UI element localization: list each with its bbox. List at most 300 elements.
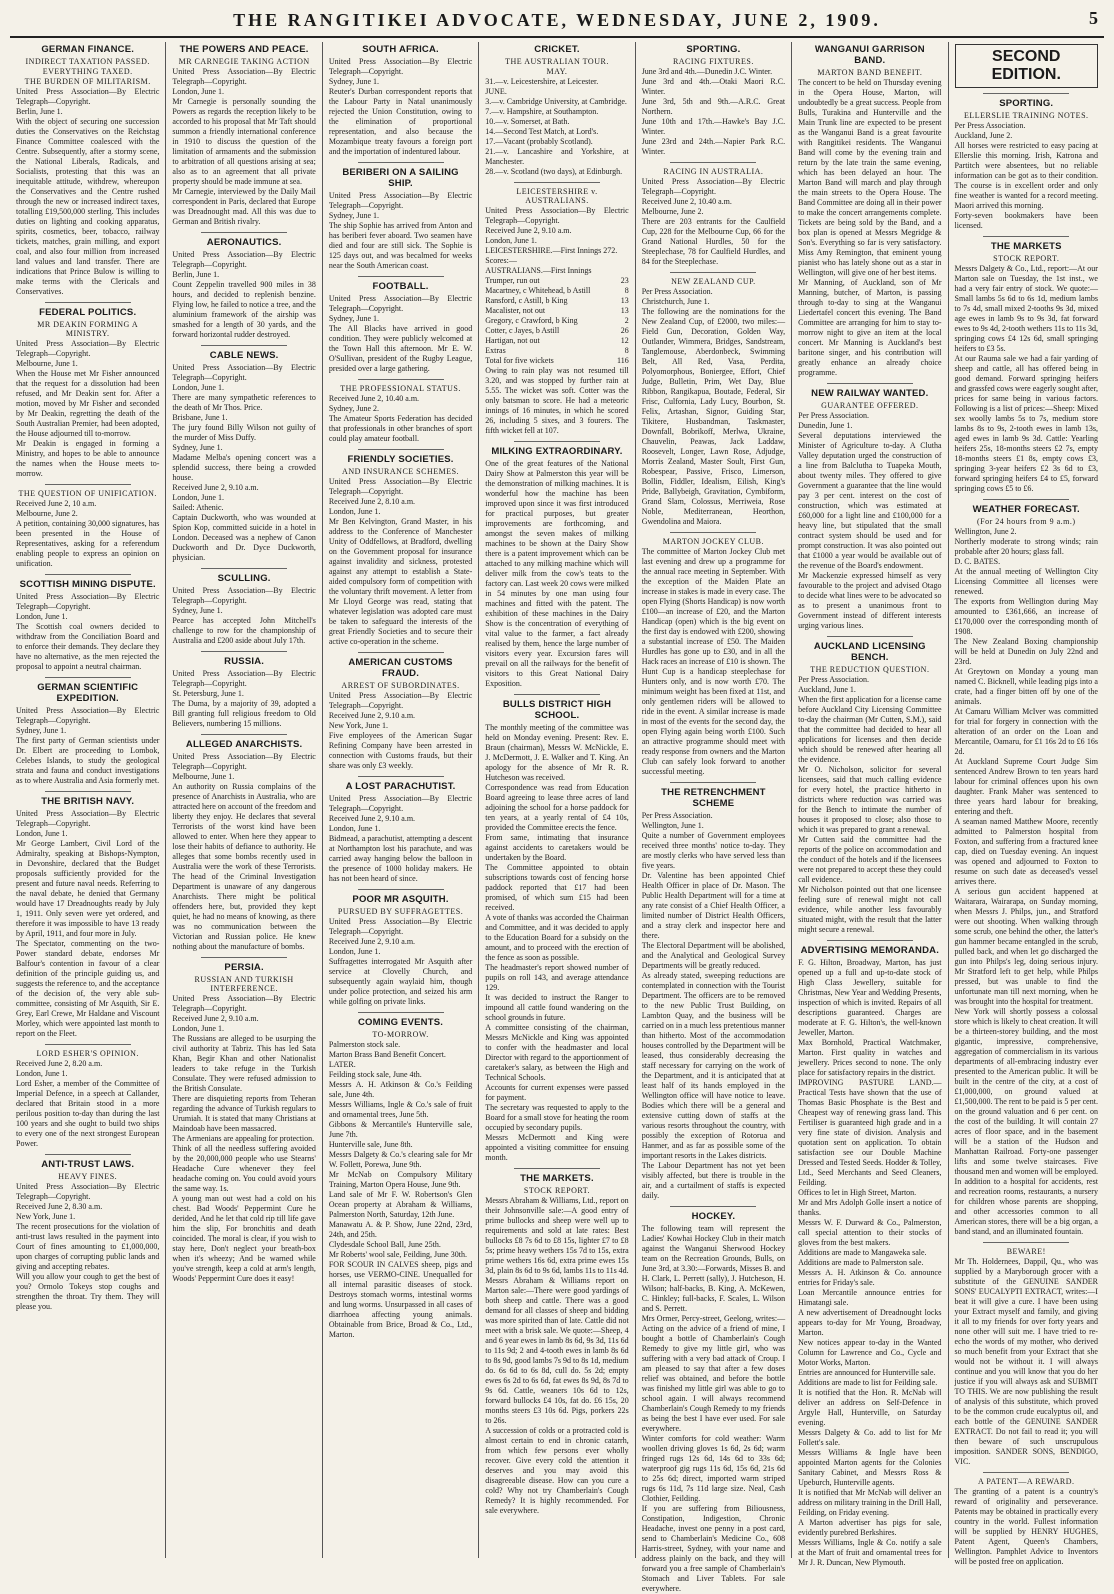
article-paragraph: United Press Association—By Electric Telegraph—Copyright. — [172, 752, 316, 771]
article-paragraph: Reuter's Durban correspondent reports that the Labour Party in Natal unanimously rejected the Union Constitution, owing to the elimination of proportional representation, and also because the Mozambique treaty favours a foreign port and the importation of indentured labour. — [328, 87, 473, 156]
article-paragraph: If you are suffering from Biliousness, Constipation, Indigestion, Chronic Headache, invest one penny in a post card, send to Chamberlain's Medicine Co., 608 Harris-street, Sydney, with your name and address plainly on the back, and they will forward you a free sample of Chamberlain's Stomach and Liver Tablets. For sale everywhere. — [641, 1504, 786, 1593]
article-paragraph: JUNE. — [485, 87, 507, 96]
divider — [983, 1242, 1069, 1243]
article-paragraph: The granting of a patent is a country's reward of originality and perseverance. Patents may be obtained in practically every country in the world. Fullest information will be supplied by HENRY HUGHES, Patent Agent, Queen's Chambers, Wellington. Pamphlet Advice to Inventors will be posted free on application. — [954, 1487, 1098, 1566]
article-paragraph: Sydney, June 1. — [328, 211, 379, 220]
article — [329, 384, 472, 444]
article-paragraph: Auckland, June 1. — [798, 685, 856, 694]
score-runs: 13 — [620, 296, 629, 305]
article-paragraph: Melbourne, June 1. — [16, 359, 78, 368]
divider — [358, 889, 444, 890]
article-paragraph: There are 203 entrants for the Caulfield Cup, 228 for the Melbourne Cup, 66 for the Grand National Hurdles, 50 for the Steeplechase, 78 for Caulfield Hurdles, and 84 for the Steeplechase. — [641, 217, 786, 266]
article-paragraph: The Armenians are appealing for protection. — [172, 1134, 315, 1143]
article-subheading: MR DEAKIN FORMING A MINISTRY. — [37, 320, 139, 338]
article-paragraph: It is notified that Mr McNab will deliver an address on military training in the Drill Hall, Feilding, on Friday evening. — [798, 1488, 942, 1517]
article-paragraph: All horses were restricted to easy pacing at Ellerslie this morning. Irish, Katrona and Partitch were absentees, but no reliable information can be got as to their condition. The course is in excellent order and only fine weather is wanted for a record meeting. Maori arrived this morning. — [954, 141, 1098, 210]
article — [329, 454, 472, 647]
article-heading: NEW RAILWAY WANTED. — [811, 388, 929, 399]
article-paragraph: AUSTRALIANS.—First Innings — [485, 266, 592, 275]
article-paragraph: A vote of thanks was accorded the Chairman and Committee, and it was decided to apply to the Education Board for a subsidy on the amount, and to proceed with the erection of the fence as soon as possible. — [485, 913, 629, 962]
article-paragraph: Feilding stock sale, June 4th. — [328, 1070, 422, 1079]
article-paragraph: The committee of Marton Jockey Club met last evening and drew up a programme for the annual race meeting in September. With the exception of the Maiden Plate an increase in stakes is made in every case. The open Flying (Shorts Handicap) is now worth £100—an increase of £20, and the Marton Handicap (open) which is the big event on the first day is endowed with £200, showing a substantial increase of £50. The Maiden Hurdles has gone up to £30, and in all the Hack races an increase of £10 is shown. The Hunt Cup is a handicap steeplechase for Hunters only, and is now worth £70. The minimum weight has been fixed at 11st, and only gentlemen riders will be allowed to ride in the event. A similar increase is made in most of the events for the second day, the open Flying again being worth £100. Such an attractive programme should meet with ready response from owners and the Marton Club can safely look forward to another successful meeting. — [641, 547, 786, 776]
article-paragraph: A serious gun accident happened at Waitarara, Wairarapa, on Sunday morning, when Messrs J. Philps, jun., and Stratford were out shooting. When walking through some scrub, one behind the other, the latter's gun hammer became entangled in the scrub, pulled back, and when let go discharged the gun into Philps's leg, doing serious injury. Mr Stratford left to get help, while Philps pressed, but was unable to find the unfortunate man till next morning, when he was brought into the hospital for treatment. — [954, 887, 1098, 1006]
article-paragraph: June 3rd and 4th.—Dunedin J.C. Winter. — [641, 67, 773, 76]
article — [642, 167, 785, 267]
article — [955, 504, 1098, 1237]
article-paragraph: Mr George Lambert, Civil Lord of the Admiralty, speaking at Bishops-Nympton, in Devonshire, declared that the Budget proposals sufficiently provided for the present and future naval needs. Referring to the naval debate, he denied that Germany would have 17 Dreadnoughts ready by July 1, 1911. Only seven were yet ordered, and therefore it was impossible to have 13 ready by April, 1911, and four more in July. — [16, 839, 160, 938]
article — [172, 237, 315, 340]
article — [485, 446, 628, 689]
article — [16, 1159, 159, 1312]
article-paragraph: A new advertisement of Dreadnought locks appears to-day for Mr Young, Broadway, Marton. — [798, 1308, 942, 1337]
article-paragraph: Messrs Dalgety & Co. add to list for Mr Follett's sale. — [798, 1428, 942, 1447]
article-paragraph: At our Rauma sale we had a fair yarding of sheep and cattle, all has offered being in good demand. Forward springing heifers and grassfed cows were eagerly sought after, prices for same being in various factors. Following is a list of prices:—Sheep: Mixed sex woolly lambs 5s to 7s, medium store lambs 8s to 9s, 2-tooth ewes in lamb 13s, aged ewes in lamb 9s 3d. Cattle: Yearling heifers 25s, 18-months steers £2 7s, empty 18-months steers £1 8s, empty cows £3, springing 3-year heifers £2 3s 6d to £3, forward springing heifers £4 to £5, forward springing cows £5 to £6. — [954, 354, 1098, 493]
divider — [514, 182, 600, 183]
divider — [670, 532, 756, 533]
article-paragraph: Mr Cutten said the committee had the reports of the police on accommodation and the conduct of the hotels and if the licensees were not prepared to accept these they could call evidence. — [798, 835, 942, 884]
article — [172, 656, 315, 729]
score-batsman: Extras — [485, 346, 506, 355]
article-heading: THE BRITISH NAVY. — [41, 796, 135, 807]
article-paragraph: A succession of colds or a protracted cold is almost certain to end in chronic catarrh, from which few persons ever wholly recover. Give every cold the attention it deserves and you may avoid this disagreeable disease. How can you cure a cold? Why not try Chamberlain's Cough Remedy? It is highly recommended. For sale everywhere. — [485, 1426, 629, 1515]
article — [329, 44, 472, 157]
score-row — [485, 286, 628, 296]
article-paragraph: The monthly meeting of the committee was held on Monday evening. Present: Rev. E. Braun (chairman), Messrs W. McNickle, E. J. McDermott, J. E. Walker and T. King. An apology for the absence of Mr R. R. Hutcheson was received. — [485, 723, 629, 782]
article-paragraph: Mr Mackenzie expressed himself as very favourable to the project and advised Otago to decide what lines were to be advocated so as to present a unanimous front to Government instead of different interests urging various lines. — [798, 571, 942, 630]
article — [172, 573, 315, 646]
article-subheading: MARTON BAND BENEFIT. — [817, 68, 923, 77]
article — [16, 579, 159, 672]
article-paragraph: Winter comforts for cold weather: Warm woollen driving gloves 1s 6d, 2s 6d; warm fringed rugs 12s 6d, 14s 6d to 33s 6d; waterproof gig rugs 11s 6d, 15s 6d, 21s 6d to 25s 6d; direct, imported warm striped rugs 6s 11d, 7s 11d large size. Neal, Cash Clothier, Feilding. — [641, 1434, 786, 1503]
article-paragraph: Land sale of Mr F. W. Robertson's Glen Ocean property at Abraham & Williams, Palmerston North, Saturday, 12th June. — [328, 1190, 473, 1219]
article-subheading: ARREST OF SUBORDINATES. — [341, 681, 460, 690]
divider — [201, 957, 287, 958]
article-paragraph: Captain Duckworth, who was wounded at Spion Kop, committed suicide in a hotel in London. Deceased was a nephew of Canon Duckworth and Dr. Dyce Duckworth, physician. — [172, 513, 316, 562]
divider — [45, 574, 131, 575]
article-paragraph: Sydney, June 1. — [172, 443, 223, 452]
divider — [45, 1154, 131, 1155]
article-paragraph: Melbourne, June 2. — [641, 207, 704, 216]
article — [955, 1247, 1098, 1467]
score-row — [485, 316, 628, 326]
article-paragraph: London, June 1. — [16, 1069, 68, 1078]
divider — [201, 734, 287, 735]
divider — [827, 940, 913, 941]
divider — [201, 568, 287, 569]
divider — [45, 484, 131, 485]
article-paragraph: Sailed: Athenic. — [172, 503, 224, 512]
article-paragraph: Received June 2, 10.40 a.m. — [328, 394, 420, 403]
divider — [358, 652, 444, 653]
article-paragraph: At the annual meeting of Wellington City Licensing Committee all licenses were renewed. — [954, 567, 1098, 596]
article-heading: WEATHER FORECAST. — [972, 504, 1080, 515]
article-paragraph: Messrs W. F. Durward & Co., Palmerston, call special attention to their stocks of gloves from the best makers. — [798, 1218, 942, 1247]
score-runs: 8 — [624, 346, 629, 355]
divider — [358, 162, 444, 163]
article-paragraph: Wellington, June 1. — [641, 821, 704, 830]
article-paragraph: United Press Association—By Electric Telegraph—Copyright. — [328, 794, 473, 813]
article-subheading: BEWARE! — [1006, 1247, 1046, 1256]
article — [485, 699, 628, 1163]
divider — [358, 379, 444, 380]
article-paragraph: Think of all the needless suffering avoided by the 20,000,000 people who use Stearns' Headache Cure whenever they feel headache coming on. You could avoid yours the same way. 1s. — [172, 1144, 316, 1193]
article-paragraph: St. Petersburg, June 1. — [172, 689, 244, 698]
article-paragraph: Five employees of the American Sugar Refining Company have been arrested in connection with Customs frauds, but their share was only £3 weekly. — [328, 731, 473, 770]
article-paragraph: Berlin, June 1. — [172, 270, 220, 279]
divider — [983, 499, 1069, 500]
score-runs: 12 — [620, 336, 629, 345]
columns — [10, 42, 1104, 1593]
article-paragraph: One of the great features of the National Dairy Show at Palmerston this year will be the demonstration of milking machines. It is wonderful how the machine has been improved upon since it was first introduced for practical purposes, but greater improvements are forthcoming, and amongst the seven makes of milking machines to be shown at the Dairy Show there is a patent improvement which can be attached to any milking machine which will deliver milk from the cow's teats to the factory can. Last week 20 cows were milked in 54 minutes by one man using four machines and fitted with the patent. The exhibition of these machines in the Dairy Show is the concentration of everything of vital value to the farmer, a fact already realised by them, hence the large number of visitors every year. Excursion fares will prevail on all the railways for the benefit of visitors to this Great National Dairy Exposition. — [485, 459, 629, 688]
article-subheading: LEICESTERSHIRE v. AUSTRALIANS. — [516, 187, 598, 205]
article — [172, 962, 315, 1284]
article-paragraph: A committee consisting of the chairman, Messrs McNickle and King was appointed to confer with the headmaster and local Director with regard to the apportionment of caretaker's salary, as between the High and Technical Schools. — [485, 1023, 629, 1082]
article-paragraph: London, June 1. — [485, 236, 537, 245]
article-paragraph: Received June 2, 9.10 a.m. — [328, 937, 416, 946]
article-paragraph: Received June 2, 8.30 a.m. — [16, 1202, 103, 1211]
score-runs: 2 — [624, 316, 629, 325]
article-paragraph: Several deputations interviewed the Minister of Agriculture to-day. A Clutha Valley deputation urged the construction of a line from Balclutha to Tuapeka Mouth, about twenty miles. They offered to give Government a guarantee that the line would pay 3 per cent. interest on the cost of construction, which was estimated at £60,000 for a light line and £100,000 for a heavy line, but stipulated that the small contract system should be used and for prompt construction. It was also pointed out that £1000 a year would be available out of the revenue of the Board's endowment. — [798, 431, 942, 570]
article-heading: BERIBERI ON A SAILING SHIP. — [342, 167, 459, 189]
article-paragraph: The All Blacks have arrived in good condition. They were publicly welcomed at the Town Hall this afternoon. Mr E. W. O'Sullivan, president of the Rugby League, presided over a large gathering. — [328, 324, 473, 373]
article-paragraph: London, June 1. — [172, 493, 224, 502]
article-heading: HOCKEY. — [691, 1211, 736, 1222]
divider — [514, 694, 600, 695]
article-paragraph: London, June 1. — [328, 824, 381, 833]
article — [798, 388, 941, 631]
score-row — [485, 326, 628, 336]
article-paragraph: Count Zeppelin travelled 900 miles in 38 hours, and decided to replenish benzine. Flying low, he failed to notice a tree, and the aluminium framework of the airship was smashed for a length of 30 yards, and the forward horizontal rudder destroyed. — [172, 280, 316, 339]
article-heading: BULLS DISTRICT HIGH SCHOOL. — [502, 699, 612, 721]
divider — [983, 236, 1069, 237]
article-paragraph: United Press Association—By Electric Telegraph—Copyright. — [16, 339, 160, 358]
article — [485, 44, 628, 177]
article — [642, 44, 785, 157]
article-paragraph: Loan Mercantile announce entries for Himatangi sale. — [798, 1288, 942, 1307]
article-paragraph: Melbourne, June 2. — [16, 509, 78, 518]
article-heading: CRICKET. — [534, 44, 580, 55]
article-paragraph: It was decided to instruct the Ranger to impound all cattle found wandering on the school grounds in future. — [485, 993, 629, 1022]
article-paragraph: United Press Association—By Electric Telegraph—Copyright. — [172, 586, 316, 605]
article-paragraph: London, June 1. — [172, 87, 224, 96]
article-paragraph: An authority on Russia complains of the presence of Anarchists in Australia, who are attracted here on account of the freedom and liberty they enjoy. He declares that several Terrorists of the worst kind have been allowed to enter. When here they appear to lose their habits of defiance to authority. He alleges that some bombs recently used in Australia were the work of these Terrorists. The head of the Criminal Investigation Department is unaware of any dangerous Anarchists. There might be political offenders here, but, provided they kept quiet, he had no means of knowing, as there was no communication between the Victorian and Russian police. He knew nothing about the manufacture of bombs. — [172, 782, 316, 951]
article — [329, 1017, 472, 1340]
article-paragraph: Mr McNab on Compulsory Military Training, Marton Opera House, June 9th. — [328, 1170, 473, 1189]
divider — [827, 636, 913, 637]
article-paragraph: Mr Th. Holdernees, Dappil, Qu., who was supplied by a Maryborough grocer with a substitute of the GENUINE SANDER SONS' EUCALYPTI EXTRACT, writes:—I beat it will give a cure. I have been using your Extract myself and family, and giving it all to my friends for over forty years and none other will suit me. I have tried to re-echo the words of my mother, who derived so much benefit from your Extract that she would not be without it. I will always continue and you will know that you do her justice if you will always ask and SUBMIT TO THIS. We are now publishing the result of analysis of this substitute, which proved to be the common crude eucalyptus oil, and each bottle of the GENUINE SANDER EXTRACT. Do not fail to read it; you will then beware of such unscrupulous imposition. SANDER SONS, BENDIGO, VIC. — [954, 1257, 1098, 1466]
column — [636, 42, 792, 1593]
article-paragraph: United Press Association—By Electric Telegraph—Copyright. — [172, 363, 316, 382]
article-heading: FRIENDLY SOCIETIES. — [347, 454, 454, 465]
divider — [45, 302, 131, 303]
article-paragraph: United Press Association—By Electric Telegraph—Copyright. — [328, 57, 473, 76]
article-paragraph: London, June 1. — [172, 383, 224, 392]
article-paragraph: Clydesdale School Ball, June 25th. — [328, 1240, 441, 1249]
article-paragraph: New notices appear to-day in the Wanted Column for Lawrence and Co., Cycle and Motor Works, Marton. — [798, 1338, 942, 1367]
article-paragraph: Per Press Association. — [954, 121, 1026, 130]
article-paragraph: Received June 2, 10 a.m. — [16, 499, 97, 508]
article-subheading: STOCK REPORT. — [993, 254, 1060, 263]
article-paragraph: Messrs A. H. Atkinson & Co. announce entries for Friday's sale. — [798, 1268, 942, 1287]
article-paragraph: June 3rd and 4th.—Otaki Maori R.C. Winter. — [641, 77, 786, 96]
article-paragraph: United Press Association—By Electric Telegraph—Copyright. — [16, 592, 160, 611]
masthead-title: THE RANGITIKEI ADVOCATE, WEDNESDAY, JUNE 2, 1909. — [233, 10, 881, 30]
divider — [201, 232, 287, 233]
article-paragraph: Messrs Williams & Ingle have been appointed Marton agents for the Colonies Sanitary Cabinet, and Messrs Ross & Upeburch, Hunterville agents. — [798, 1448, 942, 1487]
article-heading: CABLE NEWS. — [209, 350, 279, 361]
article-subheading: HEAVY FINES. — [58, 1172, 118, 1181]
article-paragraph: Messrs Williams, Ingle & Co.'s sale of fruit and ornamental trees, June 5th. — [328, 1100, 473, 1119]
article — [798, 44, 941, 378]
divider — [45, 677, 131, 678]
article-paragraph: United Press Association—By Electric Telegraph—Copyright. — [641, 177, 786, 196]
article-paragraph: When the House met Mr Fisher announced that the request for a dissolution had been refused, and Mr Deakin sent for. After a motion, moved by Mr Fisher and seconded by Mr Deakin, regretting the death of the South Australian Premier, had been adopted, the House adjourned till to-morrow. — [16, 369, 160, 438]
article-paragraph: Accounts for current expenses were passed for payment. — [485, 1083, 629, 1102]
article-paragraph: The following team will represent the Ladies' Kowhai Hockey Club in their match against the Wanganui Sherwood Hockey team on the Recreation Grounds, Bulls, on June 3rd, at 3.30:—Forwards, Misses B. and H. Clark, L. Perrett (sally), J. Hutcheson, H. Wilson; half-backs, B. King, A. McKewen, C. Hinkley; full-backs, F. Scales, L. Wilson and S. Perrett. — [641, 1224, 786, 1313]
article-subheading: TO-MORROW. — [372, 1030, 429, 1039]
article-paragraph: Forty-seven bookmakers have been licensed. — [954, 211, 1098, 230]
article-paragraph: New York will shortly possess a colossal store which is likely to cheat creation. It will be a thirteen-storey building, and the most gigantic, impressive, comprehensive, aggregation of commercialism in its various departments of all-embracing industry ever presented to the American public. It will be built in the centre of the city, at a cost of £1,000,000, on ground valued at £1,500,000. The rent to be paid is 5 per cent. on the ground valuation and 6 per cent. on the cost of the building. It will contain 27 acres of floor space, and in the basement will be a station of the Hudson and Manhattan Railroad. Forty-one passenger lifts and some twelve staircases. Five thousand men and women will be employed. In addition to a hospital for accidents, rest and recreation rooms, restaurants, a nursery for children whose parents are shopping, and other accessories common to all American stores, there will be a big organ, a band stand, and an illuminated fountain. — [954, 1007, 1098, 1236]
divider — [983, 1472, 1069, 1473]
article — [16, 682, 159, 786]
article — [16, 489, 159, 569]
score-row — [485, 296, 628, 306]
column — [949, 42, 1104, 1566]
article-paragraph: Additions are made to Palmerston sale. — [798, 1258, 924, 1267]
article-paragraph: Palmerston stock sale. — [328, 1040, 401, 1049]
article-paragraph: London, June 1. — [328, 507, 381, 516]
article-paragraph: The Electoral Department will be abolished, and the Analytical and Geological Survey Departments will be greatly reduced. — [641, 941, 786, 970]
article-paragraph: Berlin, June 1. — [16, 107, 63, 116]
column — [479, 42, 635, 1558]
article-paragraph: United Press Association—By Electric Telegraph—Copyright. — [172, 994, 316, 1013]
divider — [670, 782, 756, 783]
article-paragraph: Received June 2, 8.10 a.m. — [328, 497, 416, 506]
score-batsman: Gregory, c Crawford, b King — [485, 316, 578, 325]
divider — [201, 345, 287, 346]
article — [16, 796, 159, 1039]
article-paragraph: Brisbane, June 1. — [172, 413, 228, 422]
article-paragraph: 28.—v. Scotland (two days), at Edinburgh. — [485, 167, 623, 176]
article-paragraph: 17.—Vacant (probably Scotland). — [485, 137, 593, 146]
article-paragraph: A young man out west had a cold on his chest. Bad Woods' Peppermint Cure he derided, And he let that cold rip till life gave him the slip, For bronchitis and death coincided. The moral is clear, if you wish to stay here, Don't neglect your breath-box when it's wheezy; And be warned while you've strength, keep a cold at arm's length, Woods' Peppermint Cure does it easy! — [172, 1194, 316, 1283]
article — [955, 98, 1098, 231]
article-paragraph: The jury found Billy Wilson not guilty of the murder of Miss Duffy. — [172, 423, 316, 442]
article-paragraph: When the first application for a license came before Auckland City Licensing Committee to-day the chairman (Mr Cutten, S.M.), said that the committee had decided to hear all applications for licenses and then decide which should be renewed after hearing all the evidence. — [798, 695, 942, 764]
article-paragraph: From same, intimating that insurance against accidents to caretakers would be undertaken by the Board. — [485, 833, 629, 862]
article-paragraph: Manawatu A. & P. Show, June 22nd, 23rd, 24th, and 25th. — [328, 1220, 473, 1239]
article-paragraph: The Committee appointed to obtain subscriptions towards cost of fencing horse paddock reported that £17 had been promised, of which sum £15 had been received. — [485, 863, 629, 912]
article-paragraph: Per Press Association. — [798, 675, 869, 684]
article-paragraph: Quite a number of Government employees received three months' notice to-day. They are mostly clerks who have served less than five years. — [641, 831, 786, 870]
article-paragraph: Mr Carnegie is personally sounding the Powers as regards the reception likely to be accorded to his proposal that Mr Taft should summon a friendly international conference in 1910 to discuss the question of the limitation of armaments and the submission to arbitration of all questions arising at sea; also as to an agreement that all private property should be made immune at sea. — [172, 97, 316, 186]
article-paragraph: New York, June 1. — [328, 721, 388, 730]
article-subheading: PURSUED BY SUFFRAGETTES. — [337, 907, 464, 916]
edition-banner: SECOND EDITION. — [955, 44, 1098, 88]
article-paragraph: FOR SCOUR IN CALVES sheep, pigs and horses, use VERMO-CINE. Unequalled for all internal parasitic diseases of stock. Destroys stomach worms, intestinal worms and lung worms. Unsurpassed in all cases of diarrhoea affecting young animals. Obtainable from Brice, Broad & Co., Ltd., Marton. — [328, 1260, 473, 1339]
score-batsman: Cotter, c Jayes, b Astill — [485, 326, 560, 335]
article-paragraph: United Press Association—By Electric Telegraph—Copyright. — [16, 1182, 160, 1201]
score-batsman: Total for five wickets — [485, 356, 554, 365]
article-subheading: A PATENT—A REWARD. — [977, 1477, 1075, 1486]
article-heading: SCOTTISH MINING DISPUTE. — [19, 579, 156, 590]
article-paragraph: The secretary was requested to apply to the Board for a small stove for heating the room occupied by secondary pupils. — [485, 1103, 629, 1132]
article — [172, 350, 315, 563]
article-paragraph: A petition, containing 30,000 signatures, has been presented in the House of Representatives, asking for a referendum enabling people to express an opinion on unification. — [16, 519, 160, 568]
article-paragraph: United Press Association—By Electric Telegraph—Copyright. — [16, 87, 160, 106]
article-paragraph: F. G. Hilton, Broadway, Marton, has just opened up a full and up-to-date stock of High Class Jewellery, suitable for Christmas, New Year and Wedding Presents, inspection of which is invited. Repairs of all descriptions guaranteed. Charges are moderate at F. G. Hilton's, the well-known Jeweller, Marton. — [798, 958, 942, 1037]
article-paragraph: Additions are made to list for Feilding sale. — [798, 1378, 938, 1387]
article-heading: AUCKLAND LICENSING BENCH. — [813, 641, 926, 663]
article-paragraph: 31.—v. Leicestershire, at Leicester. — [485, 77, 599, 86]
score-runs: 23 — [620, 276, 629, 285]
article-subheading: AND INSURANCE SCHEMES. — [342, 467, 460, 476]
article-paragraph: Messrs Abraham & Williams report on Marton sale:—There were good yardings of both sheep and cattle. There was a good demand for all classes of sheep and bidding was more spirited than of late. Cattle did not meet with a brisk sale. We quote:—Sheep, 4 and 6 year ewes in lamb 8s 6d, 9s 3d, 11s 6d to 11s 9d; 2 and 4-tooth ewes in lamb 8s 6d to 8s 9d, good lambs 7s 9d to 8s 1d, medium do. 6s 6d to 6s 8d, cull do. 5s 2d; empty ewes 6s 2d to 6s 6d, fat ewes 8s 9d, 8s 7d to 9s 6d. Cattle, weaners 10s 6d to 12s, forward bullocks £4 10s, fat do. £6 15s, 20 months steers £3 10s 6d. Pigs, porkers 22s to 26s. — [485, 1276, 629, 1425]
article-paragraph: Received June 2, 9.10 a.m. — [328, 711, 416, 720]
score-runs: 26 — [620, 326, 629, 335]
article-paragraph: Sydney, June 1. — [328, 314, 379, 323]
article-paragraph: Additions are made to Mangaweka sale. — [798, 1248, 927, 1257]
article-paragraph: LEICESTERSHIRE.—First Innings 272. — [485, 246, 618, 255]
article — [955, 241, 1098, 494]
article-subheading: MR CARNEGIE TAKING ACTION — [178, 57, 310, 66]
article-paragraph: United Press Association—By Electric Telegraph—Copyright. — [16, 706, 160, 725]
article-subheading: RACING FIXTURES. — [672, 57, 754, 66]
article-paragraph: Per Press Association. — [641, 811, 713, 820]
article-paragraph: Hunterville sale, June 8th. — [328, 1140, 413, 1149]
article-paragraph: Christchurch, June 1. — [641, 297, 710, 306]
article-paragraph: Lord Esher, a member of the Committee of Imperial Defence, in a speech at Callander, declared that Britain stood in a more perilous position to-day than during the last 100 years and she ought to build two ships to every one of the next strongest European Power. — [16, 1079, 160, 1148]
article-heading: SCULLING. — [217, 573, 271, 584]
article-subheading: THE BURDEN OF MILITARISM. — [24, 77, 151, 86]
article-paragraph: United Press Association—By Electric Telegraph—Copyright. — [328, 294, 473, 313]
article-subheading: (For 24 hours from 9 a.m.) — [976, 517, 1076, 526]
article-heading: GERMAN SCIENTIFIC EXPEDITION. — [37, 682, 139, 704]
divider — [514, 441, 600, 442]
article — [642, 537, 785, 777]
article-paragraph: United Press Association—By Electric Telegraph—Copyright. — [172, 250, 316, 269]
score-batsman: Macartney, c Whitehead, b Astill — [485, 286, 591, 295]
article-paragraph: At Greytown on Monday a young man named C. Bicknell, while leading pigs into a crate, had a finger bitten off by one of the animals. — [954, 667, 1098, 706]
divider — [670, 272, 756, 273]
divider — [358, 449, 444, 450]
article-heading: SPORTING. — [686, 44, 741, 55]
article-subheading: LORD ESHER'S OPINION. — [36, 1049, 139, 1058]
article — [329, 281, 472, 374]
article-paragraph: Correspondence was read from Education Board agreeing to lease three acres of land adjoining the school for a horse paddock for ten years, at a yearly rental of £4 10s, provided the Committee erects the fence. — [485, 783, 629, 832]
article-paragraph: The first party of German scientists under Dr. Elbert are proceeding to Lombok, Celebes Islands, to study the geological strata and fauna and conduct investigations as to where Australia and Asia formerly met. — [16, 736, 160, 785]
article-paragraph: Madame Melba's opening concert was a splendid success, there being a crowded house. — [172, 453, 316, 482]
article-heading: FOOTBALL. — [372, 281, 429, 292]
article-paragraph: Dr. Valentine has been appointed Chief Health Officer in place of Dr. Mason. The Public Health Department will for a time at any rate consist of a Chief Health Officer, a limited number of District Health Officers, and a stray clerk and inspector here and there. — [641, 871, 786, 940]
article-heading: POOR MR ASQUITH. — [352, 894, 449, 905]
article-paragraph: The concert to be held on Thursday evening in the Opera House, Marton, will undoubtedly be a great success. People from Bulls, Turakina and Hunterville and the Main Trunk line are expected to be present as the Wanganui Band is a great favourite with Rangitikei residents. The Wanganui Band will come by the evening train and return by the late train the same evening, which has been delayed an hour. The Marton Band will march and play through the main streets to the Opera House. The Band Committee are doing all in their power to make the concert arrangements complete. Tickets are being sold by the Band, and a box plan is opened at Messrs Megridge & Son's. Everything so far is very satisfactory. Miss Amy Remington, that eminent young pianist who has lately shone out as a star in Wellington, will give one of her best items. — [798, 78, 942, 277]
article-paragraph: London, June 1. — [16, 829, 68, 838]
divider — [670, 162, 756, 163]
article-paragraph: Messrs Williams, Ingle & Co. notify a sale at the Mart of fruit and ornamental trees for Mr J. R. Duncan, New Plymouth. — [798, 1538, 942, 1567]
article — [16, 1049, 159, 1149]
article-subheading: THE QUESTION OF UNIFICATION. — [18, 489, 157, 498]
article-paragraph: Received June 2, 9.10 a.m. — [172, 1014, 259, 1023]
divider — [358, 776, 444, 777]
article-paragraph: Mr Deakin is engaged in forming a Ministry, and hopes to be able to announce the names when the House meets to-morrow. — [16, 439, 160, 478]
article-paragraph: Max Bornhold, Practical Watchmaker, Marton. First quality in watches and jewellery. Prices second to none. The only place for satisfactory repairs in the district. — [798, 1038, 942, 1077]
article-subheading: ELLERSLIE TRAINING NOTES. — [963, 111, 1089, 120]
article-paragraph: Suffragettes interrogated Mr Asquith after service at Clovelly Church, and subsequently again waylaid him, though under police protection, and seized his arm while golfing on private links. — [328, 957, 473, 1006]
article-paragraph: The recent prosecutions for the violation of anti-trust laws resulted in the payment into Court of fines amounting to £1,000,000, upon charges of corrupting public lands and giving and accepting rebates. — [16, 1222, 160, 1271]
article-paragraph: The Spectator, commenting on the two-Power standard debate, endorses Mr Balfour's contention in favour of a clear definition of the principle guiding us, and suggests the reference to, and the acceptance of the decision of, the very able sub-committee, consisting of Mr Asquith, Sir E. Grey, Earl Crewe, Mr Haldane and Viscount Morley, which were appointed last month to report on the Fleet. — [16, 939, 160, 1038]
article — [955, 1477, 1098, 1567]
article-heading: ANTI-TRUST LAWS. — [41, 1159, 135, 1170]
page-number: 5 — [1089, 8, 1098, 28]
score-row — [485, 276, 628, 286]
article-paragraph: LATER. — [328, 1060, 356, 1069]
article-subheading: INDIRECT TAXATION PASSED. — [25, 57, 150, 66]
article-paragraph: Received June 2, 9.10 a.m. — [485, 226, 572, 235]
article-paragraph: Marton Brass Band Benefit Concert. — [328, 1050, 446, 1059]
article-paragraph: The Labour Department has not yet been visibly affected, but there is trouble in the air, and a curtailment of staffs is expected daily. — [641, 1161, 786, 1200]
article-paragraph: London, June 1. — [172, 1024, 224, 1033]
article-paragraph: Sydney, June 2. — [328, 404, 379, 413]
article-paragraph: Received June 2, 10.40 a.m. — [641, 197, 732, 206]
article-subheading: THE REDUCTION QUESTION. — [810, 665, 930, 674]
article-paragraph: Messrs Dalgety & Co.'s clearing sale for Mr W. Follett, Porewa, June 9th. — [328, 1150, 473, 1169]
divider — [358, 1012, 444, 1013]
article-subheading: THE PROFESSIONAL STATUS. — [340, 384, 461, 393]
article-paragraph: Messrs Dalgety & Co., Ltd., report:—At our Marton sale on Tuesday, the 1st inst., we had a very fair entry of stock. We quote:—Small lambs 5s 6d to 6s 1d, medium lambs to 7s 4d, small mixed 2-tooths 9s 3d, mixed age ewes in lamb 9s to 9s 3d, fat forward ewes to 9s 4d, 2-tooth wethers 11s to 11s 3d, springing cows £4 12s 6d, small springing heifers to £3 5s. — [954, 264, 1098, 353]
article-heading: PERSIA. — [224, 962, 264, 973]
article-paragraph: United Press Association—By Electric Telegraph—Copyright. — [172, 669, 316, 688]
score-batsman: Hartigan, not out — [485, 336, 540, 345]
article-paragraph: Messrs McDermott and King were appointed a visiting committee for ensuing month. — [485, 1133, 629, 1162]
article-paragraph: United Press Association—By Electric Telegraph—Copyright. — [485, 206, 629, 225]
article-paragraph: Received June 2, 9.10 a.m. — [172, 483, 259, 492]
score-runs: 8 — [624, 286, 629, 295]
article-paragraph: June 10th and 17th.—Hawke's Bay J.C. Winter. — [641, 117, 786, 136]
article-paragraph: Mrs Ormer, Percy-street, Geelong, writes:—Acting on the advice of a friend of mine, I bought a bottle of Chamberlain's Cough Remedy to give my little girl, who was suffering with a very bad attack of Croup. I am pleased to say that after a few doses relief was obtained, and before the bottle was finished my little girl was able to go to school again. I will always recommend Chamberlain's Cough Remedy to my friends as being the best I have ever used. For sale everywhere. — [641, 1314, 786, 1433]
article — [798, 641, 941, 935]
article-paragraph: As already stated, sweeping reductions are contemplated in connection with the Tourist Department. The officers are to be removed to the new Public Trust Building, on Lambton Quay, and the business will be carried on in a much less pretentious manner than hitherto. Most of the accommodation houses controlled by the Department will be leased, thus considerably decreasing the staff necessary for carrying on the work of the Department, and it is anticipated that at least half of its hands employed in the Wellington office will have notice to leave. Bodies which there will be a general and extensive cutting down of staffs at the various resorts throughout the country, with possibly the exception of Rotorua and Hanmer, and as far as possible some of the important resorts in the Lakes districts. — [641, 971, 786, 1160]
article-paragraph: United Press Association—By Electric Telegraph—Copyright. — [328, 917, 473, 936]
article-paragraph: London, June 1. — [16, 612, 68, 621]
article — [329, 167, 472, 271]
article-paragraph: Offices to let in High Street, Marton. — [798, 1188, 917, 1197]
article-subheading: RACING IN AUSTRALIA. — [663, 167, 764, 176]
article-paragraph: Auckland, June 2. — [954, 131, 1013, 140]
score-runs: 13 — [620, 306, 629, 315]
article-subheading: RUSSIAN AND TURKISH INTERFERENCE. — [194, 975, 294, 993]
article-paragraph: New York, June 1. — [16, 1212, 76, 1221]
divider — [670, 1206, 756, 1207]
article-paragraph: 14.—Second Test Match, at Lord's. — [485, 127, 599, 136]
article-subheading: MARTON JOCKEY CLUB. — [662, 537, 765, 546]
article-heading: A LOST PARACHUTIST. — [345, 781, 456, 792]
article-paragraph: Per Press Association. — [798, 411, 869, 420]
score-row — [485, 306, 628, 316]
article-paragraph: Mr Nicholson pointed out that one licensee feeling sure of renewal might not call evidence, while another less favourably situated might, with the result that the latter might secure a renewal. — [798, 885, 942, 934]
article-paragraph: The Amateur Sports Federation has decided that professionals in other branches of sport could play amateur football. — [328, 414, 473, 443]
article — [16, 44, 159, 297]
article-paragraph: Pearce has accepted John Mitchell's challenge to row for the championship of Australia and £200 aside about July 17th. — [172, 616, 316, 645]
divider — [201, 651, 287, 652]
article-paragraph: 3.—v. Cambridge University, at Cambridge. — [485, 97, 627, 106]
article — [642, 1211, 785, 1594]
article-subheading: NEW ZEALAND CUP. — [671, 277, 756, 286]
article-paragraph: The following are the nominations for the New Zealand Cup, of £2000, two miles:—Field Gun, Decoration, Golden Way, Outlander, Wimmera, Bridges, Sandstream, Tanglemouse, Aberdonbeck, Swimming Belt, All Red, Vasa, Perdita, Polyomorphous, Boniergee, Effort, Chief Judge, Bulletin, Prim, Wet Day, Blue Ribbon, Rangikapua, Boutade, Federal, Sir Frisc, Culfornia, Lady Lucy, Bourbon, St. Felix, Artashan, Signor, Guiding Star, Tikitere, Husbandman, Taskmaster, Downfall, Bobrikoff, Merlwa, Ukraine, Chauvelin, Peawas, Jack Laddaw, Roosevelt, Longer, Lawn Rose, Adjudge, Morris Zealand, Master Soult, First Gun, Robespear, Passive, Frisco, Limerson, Bollin, Fiddler, Idealism, Eilish, King's Pride, Ballybeigh, Gravitation, Cymbiform, Grand Slam, Colossus, Merriweia, Rose Noble, Mediterranean, Heorthon, Gwendolina and Maiora. — [641, 307, 786, 526]
article — [16, 307, 159, 479]
article-heading: AERONAUTICS. — [206, 237, 282, 248]
divider — [827, 383, 913, 384]
